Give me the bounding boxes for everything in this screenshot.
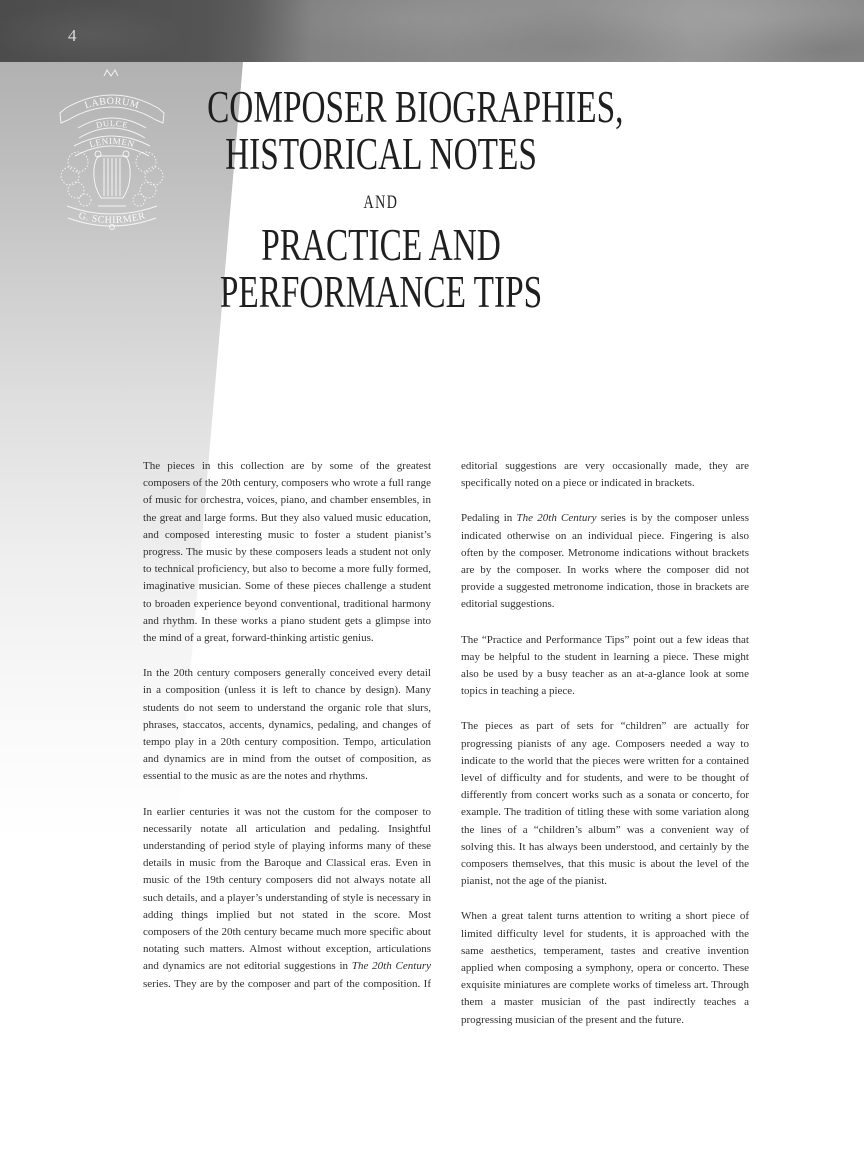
text-run: series is by the composer unless indicated otherwise on an individual piece. Fingering is also often by the composer. Metronome indications without brackets are by the composer. In works where the composer did not provide a suggested metronome indication, those in brackets are editorial suggestions. bbox=[461, 512, 749, 611]
text-run: Pedaling in bbox=[461, 512, 517, 525]
series-title-italic: The 20th Century bbox=[516, 512, 597, 525]
page-number: 4 bbox=[68, 26, 77, 45]
text-run: When a great talent turns attention to writing a short piece of limited difficulty level for students, it is approached with the same aesthetics, temperament, tastes and creative invention applied when composing a symphony, opera or concerto. These exquisite miniatures are complete works of timeless art. Through them a master musician of the past indirectly teaches a progressing musician of the present and the future. bbox=[461, 910, 749, 1026]
left-column bbox=[143, 458, 431, 1047]
text-run: series. They are by the composer and part of the composition. If bbox=[143, 977, 431, 990]
text-run: The pieces in this collection are by some of the greatest composers of the 20th century, composers who wrote a full range of music for orchestra, voices, piano, and chamber ensembles, in the great and large forms. But they also valued music education, and composed interesting music to foster a student pianist’s progress. The music by these composers leads a student not only to technical proficiency, but also to become a more fully formed, imaginative musician. Some of these pieces challenge a student to broaden experience beyond conventional, traditional harmony and rhythm. In these works a piano student gets a glimpse into the mind of a great, forward-thinking artistic genius. bbox=[143, 460, 431, 645]
body-paragraph bbox=[461, 458, 749, 492]
body-paragraph bbox=[461, 908, 749, 1028]
title-block bbox=[207, 82, 624, 317]
motto-laborum: LABORUM bbox=[83, 95, 141, 112]
header-band bbox=[0, 0, 864, 62]
title-line-3: PRACTICE AND bbox=[261, 220, 501, 270]
svg-text:LABORUM bbox=[83, 96, 140, 111]
motto-lenimen: LENIMEN bbox=[88, 135, 136, 150]
text-run: The “Practice and Performance Tips” point out a few ideas that may be helpful to the student in learning a piece. These might also be used by a busy teacher as an at-a-glance look at some topics in teaching a piece. bbox=[461, 633, 749, 698]
body-paragraph bbox=[461, 718, 749, 890]
text-run: In the 20th century composers generally conceived every detail in a composition (unless it is left to chance by design). Many students do not seem to understand the organic role that slurs, phrases, staccatos, accents, dynamics, pedaling, and changes of tempo play in a 20th century composition. Tempo, articulation and dynamics are in mind from the outset of composition, as essential to the music as are the notes and rhythms. bbox=[143, 667, 431, 783]
title-line-4: PERFORMANCE TIPS bbox=[219, 267, 543, 317]
motto-dulce: DULCE bbox=[94, 117, 130, 131]
right-column bbox=[461, 458, 749, 1047]
title-connector: AND bbox=[363, 192, 399, 213]
emblem-crown-icon bbox=[104, 70, 118, 76]
title-line-2: HISTORICAL NOTES bbox=[225, 129, 537, 179]
text-run: The pieces as part of sets for “children” are actually for progressing pianists of any age. Composers needed a way to indicate to the world that the pieces were written for a contained level of difficulty and for students, and were to be thought of differently from concert works such as a sonata or concerto, for example. The tradition of titling these with some variation along the lines of a “children’s album” was a convenient way of solving this. It has always been understood, and certainly by the composers themselves, that this music is about the level of the pianist, not the age of the pianist. bbox=[461, 720, 749, 888]
body-paragraph bbox=[461, 632, 749, 701]
g-schirmer-emblem-icon bbox=[54, 64, 170, 232]
title-line-1: COMPOSER BIOGRAPHIES, bbox=[207, 82, 624, 132]
text-run: editorial suggestions are very occasionally made, they are specifically noted on a piece or indicated in brackets. bbox=[461, 460, 749, 490]
body-columns bbox=[143, 458, 749, 1047]
publisher-name: G. SCHIRMER bbox=[77, 210, 147, 227]
body-paragraph bbox=[143, 665, 431, 785]
lyre-icon bbox=[94, 151, 130, 206]
text-run: In earlier centuries it was not the custom for the composer to necessarily notate all articulation and pedaling. Insightful understanding of period style of playing informs many of these details in music from the Baroque and Classical eras. Even in music of the 19th century composers did not always notate all such details, and a player’s understanding of style is necessary in adding things implied but not stated in the score. Most composers of the 20th century became much more specific about notating such matters. Almost without exception, articulations and dynamics are not editorial suggestions in bbox=[143, 805, 431, 973]
body-paragraph bbox=[461, 510, 749, 613]
body-paragraph bbox=[143, 458, 431, 647]
body-paragraph bbox=[143, 804, 431, 993]
series-title-italic: The 20th Century bbox=[351, 960, 431, 973]
